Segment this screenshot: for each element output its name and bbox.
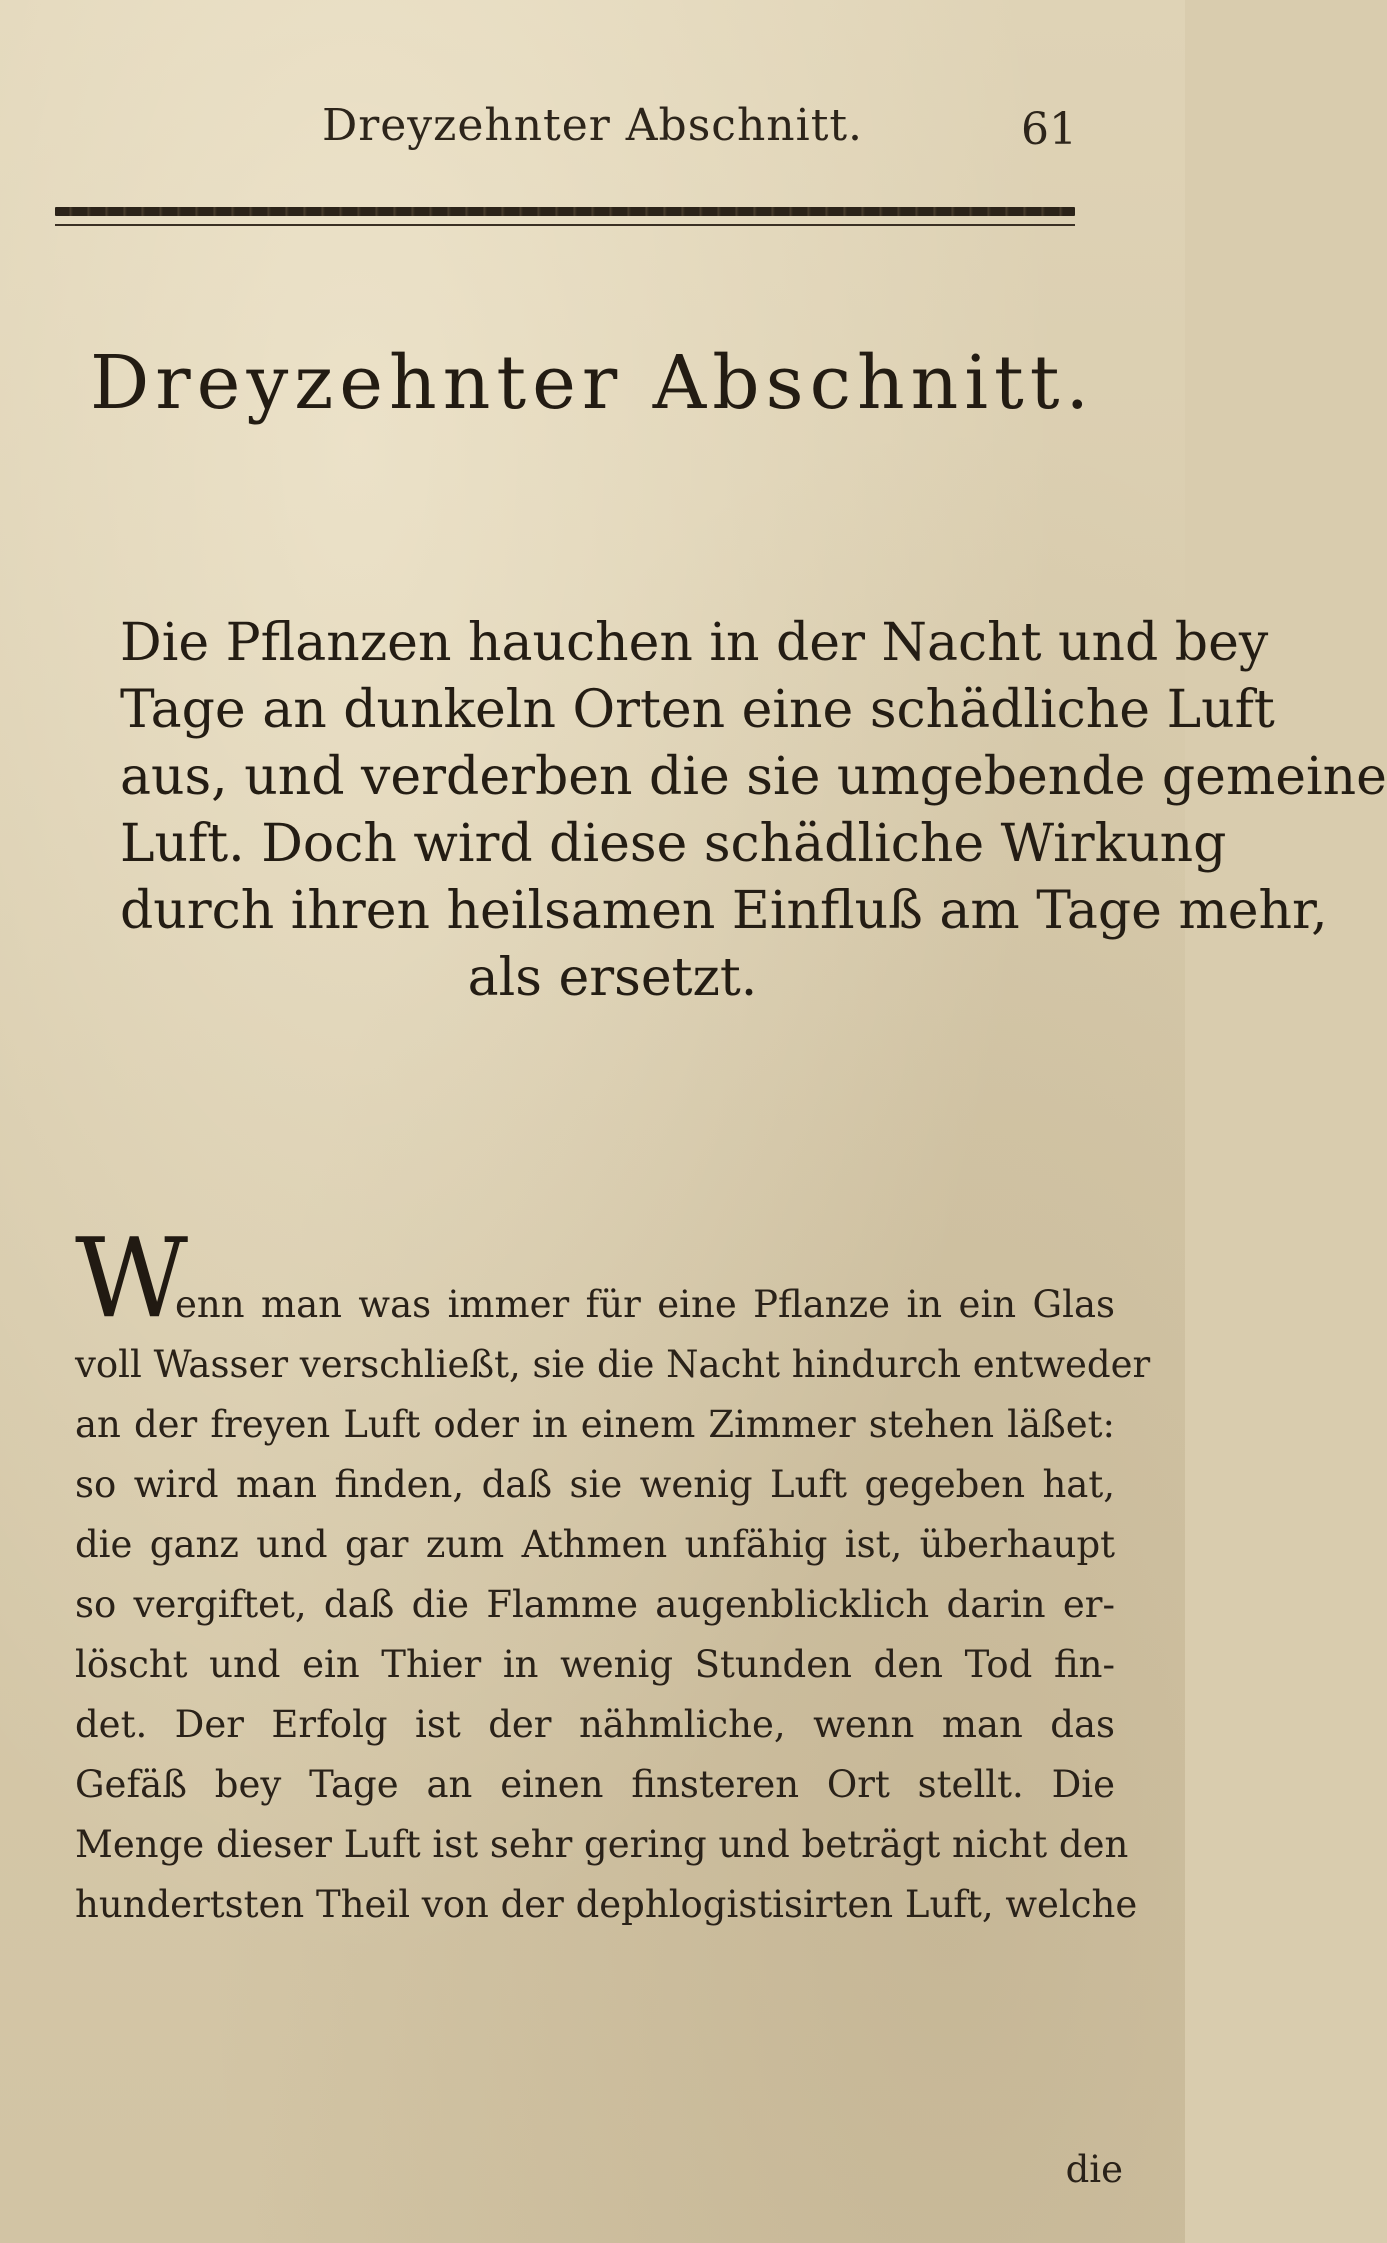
body-line: Menge dieser Luft ist sehr gering und beträgt nicht den bbox=[75, 1823, 1129, 1866]
header-rule-thick bbox=[55, 207, 1075, 216]
body-line: an der freyen Luft oder in einem Zimmer stehen läßet: bbox=[75, 1403, 1115, 1446]
page-number: 61 bbox=[1021, 104, 1077, 155]
summary-line: aus, und verderben die sie umgebende gemeine bbox=[120, 747, 1387, 807]
summary-line: Die Pflanzen hauchen in der Nacht und bey bbox=[120, 613, 1269, 673]
body-line-text: enn man was immer für eine Pflanze in ein Glas bbox=[175, 1283, 1115, 1326]
summary-line: Luft. Doch wird diese schädliche Wirkung bbox=[120, 814, 1227, 874]
header-rule-thin bbox=[55, 224, 1075, 226]
catchword: die bbox=[1065, 2148, 1123, 2191]
body-line: Gefäß bey Tage an einen finsteren Ort stellt. Die bbox=[75, 1763, 1115, 1806]
body-line bbox=[75, 1214, 1115, 1342]
section-summary bbox=[120, 610, 1387, 1012]
body-line: die ganz und gar zum Athmen unfähig ist, überhaupt bbox=[75, 1523, 1115, 1566]
section-title: Dreyzehnter Abschnitt. bbox=[89, 340, 1096, 426]
body-line: so wird man finden, daß sie wenig Luft gegeben hat, bbox=[75, 1463, 1115, 1506]
summary-line: durch ihren heilsamen Einfluß am Tage mehr, bbox=[120, 881, 1328, 941]
body-paragraph bbox=[75, 1214, 1151, 1935]
body-line: so vergiftet, daß die Flamme augenblicklich darin er- bbox=[75, 1583, 1115, 1626]
running-title: Dreyzehnter Abschnitt. bbox=[321, 100, 864, 151]
summary-line: Tage an dunkeln Orten eine schädliche Luft bbox=[120, 680, 1275, 740]
body-line: löscht und ein Thier in wenig Stunden den Tod fin- bbox=[75, 1643, 1115, 1686]
summary-line: als ersetzt. bbox=[467, 948, 758, 1008]
body-line: hundertsten Theil von der dephlogistisirten Luft, welche bbox=[75, 1883, 1138, 1926]
running-head bbox=[0, 100, 1185, 160]
body-line: voll Wasser verschließt, sie die Nacht hindurch entweder bbox=[75, 1343, 1151, 1386]
drop-cap: W bbox=[75, 1214, 189, 1342]
body-line: det. Der Erfolg ist der nähmliche, wenn man das bbox=[75, 1703, 1115, 1746]
